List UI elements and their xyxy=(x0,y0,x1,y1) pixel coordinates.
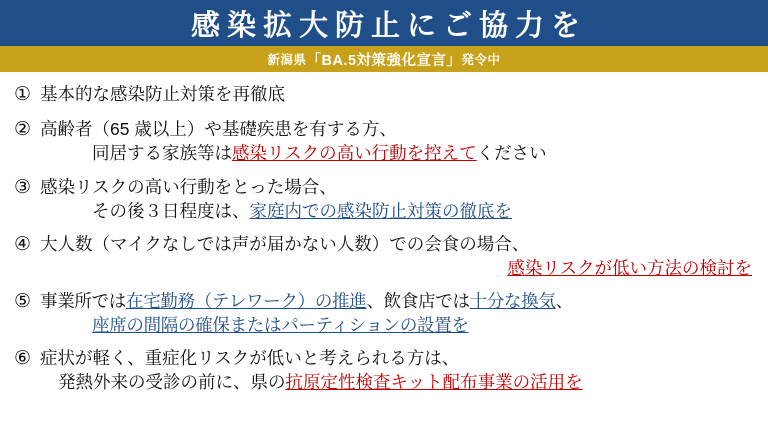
list-item xyxy=(14,175,756,223)
declaration-prefix: 新潟県 xyxy=(267,53,307,67)
highlighted-text: 感染リスクが低い方法の検討を xyxy=(507,257,752,278)
list-item-line xyxy=(40,175,756,199)
line-text: 事業所では xyxy=(40,291,126,312)
list-item xyxy=(14,289,756,337)
list-item-number: ① xyxy=(14,84,32,105)
highlighted-text: 座席の間隔の確保またはパーティションの設置を xyxy=(92,315,469,336)
line-text: 高齢者（65 歳以上）や基礎疾患を有する方、 xyxy=(40,119,397,140)
list-item-number: ② xyxy=(14,119,32,141)
highlighted-text-2: 十分な換気 xyxy=(469,291,556,312)
list-item xyxy=(14,346,756,394)
list-item-line xyxy=(40,232,756,256)
list-item-line xyxy=(40,141,756,165)
list-item xyxy=(14,82,756,108)
page-title: 感染拡大防止にご協力を xyxy=(0,0,768,46)
line-text: 大人数（マイクなしでは声が届かない人数）での会食の場合、 xyxy=(40,233,530,254)
list-item-line xyxy=(40,289,756,313)
list-item-body xyxy=(40,175,756,223)
list-item-line xyxy=(40,82,756,106)
list-item-line xyxy=(40,117,756,141)
list-item-body xyxy=(40,232,756,280)
line-text: 症状が軽く、重症化リスクが低いと考えられる方は、 xyxy=(40,348,460,369)
list-item-number: ④ xyxy=(14,233,32,255)
list-item-line xyxy=(40,346,756,370)
declaration-banner xyxy=(0,46,768,72)
list-item xyxy=(14,232,756,280)
line-text: その後３日程度は、 xyxy=(92,200,250,221)
measures-list xyxy=(0,72,768,395)
list-item-number: ⑤ xyxy=(14,291,32,313)
highlighted-text: 在宅勤務（テレワーク）の推進 xyxy=(126,291,367,312)
list-item-line xyxy=(40,370,756,394)
list-item-body xyxy=(40,82,756,106)
list-item-number: ⑥ xyxy=(14,348,32,370)
list-item-line xyxy=(40,199,756,223)
highlighted-text: 抗原定性検査キット配布事業の活用を xyxy=(285,372,583,393)
declaration-main: 「BA.5対策強化宣言」 xyxy=(306,52,462,69)
line-text: 感染リスクの高い行動をとった場合、 xyxy=(40,176,337,197)
line-text-mid: 、飲食店では xyxy=(366,291,470,312)
line-text-tail: ください xyxy=(476,143,547,164)
list-item-body xyxy=(40,117,756,165)
line-text-tail: 、 xyxy=(555,291,573,312)
list-item-line xyxy=(40,256,756,280)
highlighted-text: 家庭内での感染防止対策の徹底を xyxy=(249,200,512,221)
list-item-body xyxy=(40,289,756,337)
declaration-suffix: 発令中 xyxy=(461,53,501,67)
list-item-number: ③ xyxy=(14,176,32,198)
line-text: 発熱外来の受診の前に、県の xyxy=(58,372,286,393)
list-item-line xyxy=(40,313,756,337)
list-item-body xyxy=(40,346,756,394)
highlighted-text: 感染リスクの高い行動を控えて xyxy=(232,143,477,164)
list-item xyxy=(14,117,756,165)
line-text: 同居する家族等は xyxy=(92,143,232,164)
line-text: 基本的な感染防止対策を再徹底 xyxy=(40,84,285,104)
